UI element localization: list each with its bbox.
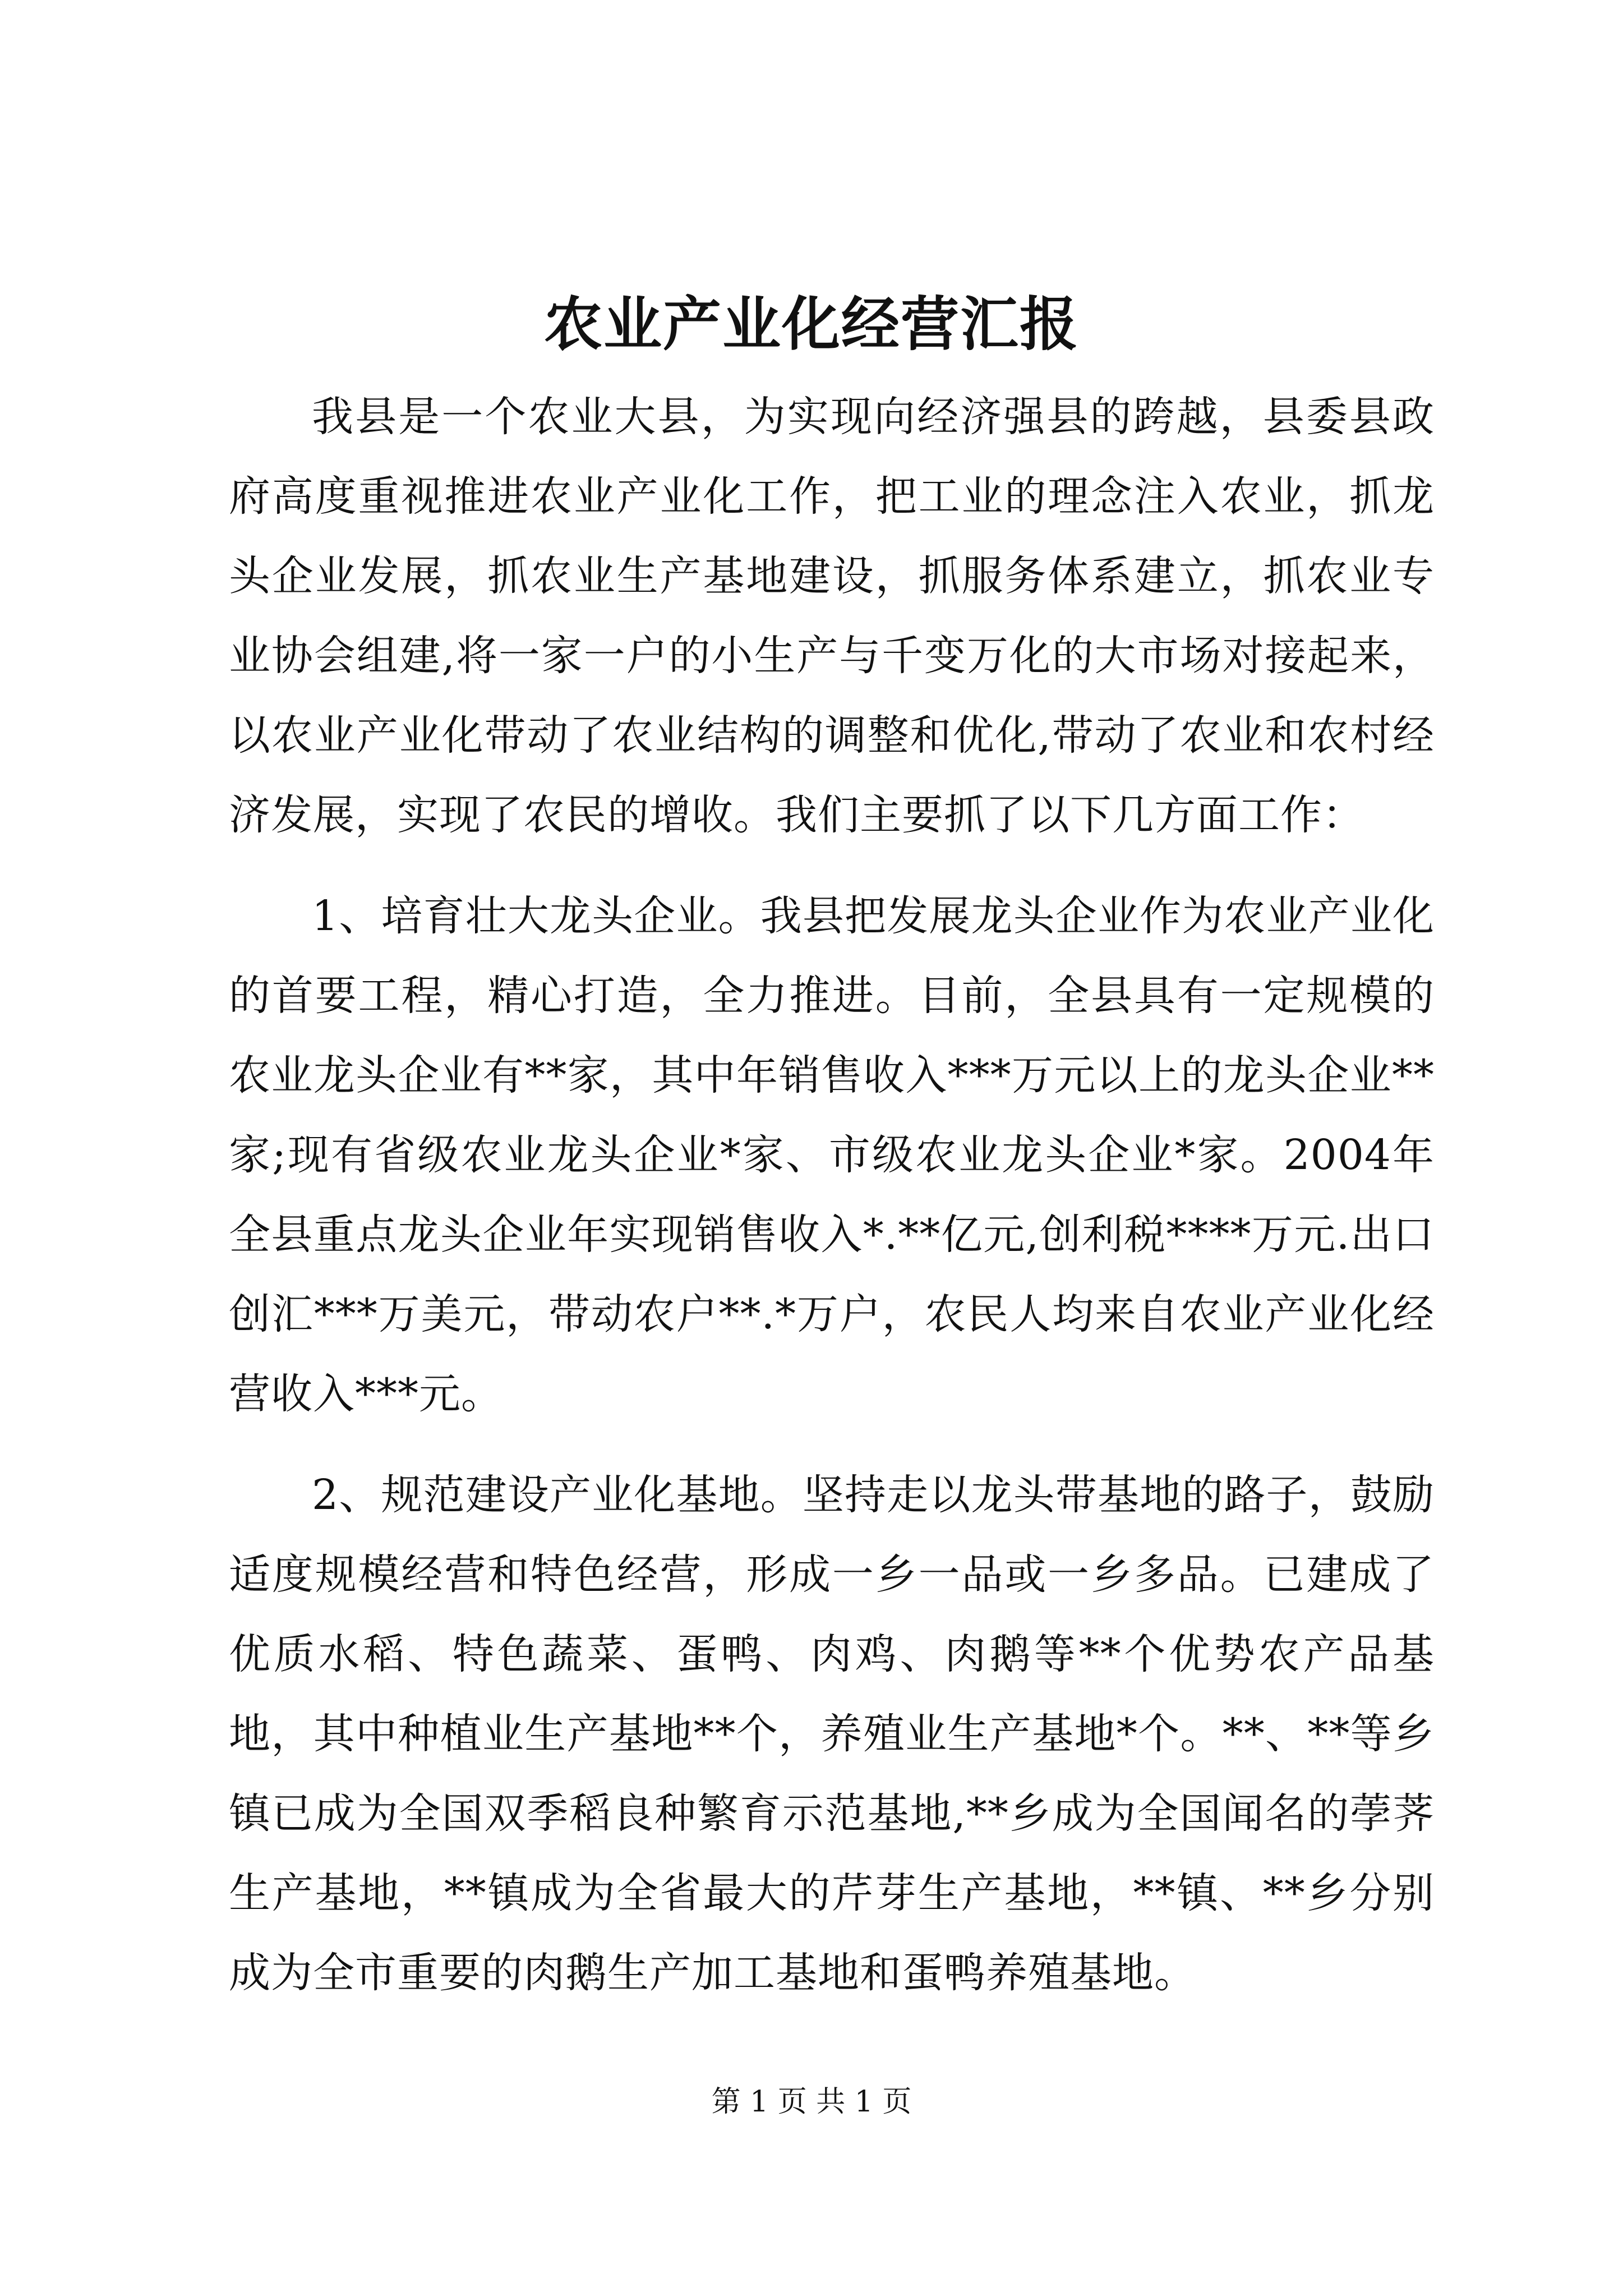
document-body	[229, 377, 1435, 2034]
paragraph-intro: 我县是一个农业大县，为实现向经济强县的跨越，县委县政府高度重视推进农业产业化工作，把工业的理念注入农业，抓龙头企业发展，抓农业生产基地建设，抓服务体系建立，抓农业专业协会组建,将一家一户的小生产与千变万化的大市场对接起来，以农业产业化带动了农业结构的调整和优化,带动了农业和农村经济发展，实现了农民的增收。我们主要抓了以下几方面工作：	[229, 393, 1435, 839]
paragraph-leading-enterprises: 1、培育壮大龙头企业。我县把发展龙头企业作为农业产业化的首要工程，精心打造，全力推进。目前，全县具有一定规模的农业龙头企业有**家，其中年销售收入***万元以上的龙头企业**家;现有省级农业龙头企业*家、市级农业龙头企业*家。2004年全县重点龙头企业年实现销售收入*.**亿元,创利税****万元.出口创汇***万美元，带动农户**.*万户，农民人均来自农业产业化经营收入***元。	[229, 892, 1435, 1418]
document-title: 农业产业化经营汇报	[543, 289, 1079, 358]
paragraph-industrial-bases: 2、规范建设产业化基地。坚持走以龙头带基地的路子，鼓励适度规模经营和特色经营，形成一乡一品或一乡多品。已建成了优质水稻、特色蔬菜、蛋鸭、肉鸡、肉鹅等**个优势农产品基地，其中种植业生产基地**个，养殖业生产基地*个。**、**等乡镇已成为全国双季稻良种繁育示范基地,**乡成为全国闻名的荸荠生产基地，**镇成为全省最大的芹芽生产基地，**镇、**乡分别成为全市重要的肉鹅生产加工基地和蛋鸭养殖基地。	[229, 1471, 1435, 1997]
page-footer: 第 1 页 共 1 页	[711, 2085, 912, 2119]
